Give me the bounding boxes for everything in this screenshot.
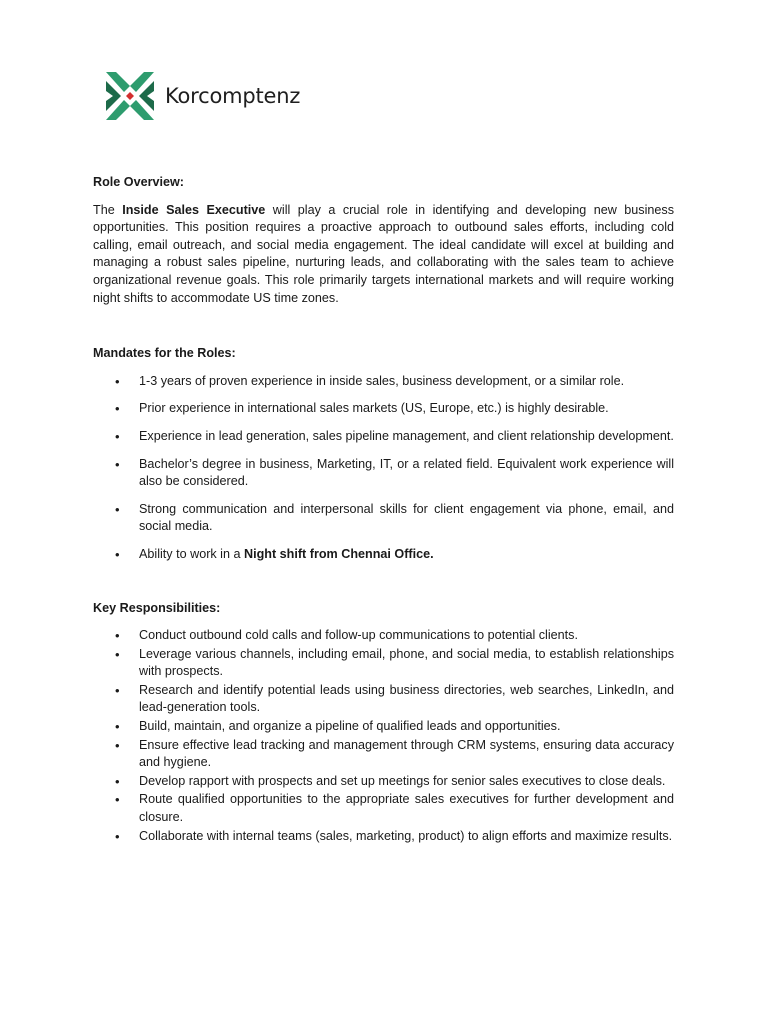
shift-prefix: Ability to work in a: [139, 546, 244, 561]
role-overview-heading: Role Overview:: [93, 175, 184, 189]
list-item: • Bachelor’s degree in business, Marketing, IT, or a related field. Equivalent work experience will also be considered.: [93, 456, 674, 491]
responsibilities-list: [93, 627, 674, 845]
list-item: • Route qualified opportunities to the appropriate sales executives for further development and closure.: [93, 791, 674, 826]
list-item: [93, 546, 674, 564]
job-title: Inside Sales Executive: [122, 202, 266, 217]
list-item: • Research and identify potential leads using business directories, web searches, LinkedIn, and lead-generation tools.: [93, 682, 674, 717]
role-overview-paragraph: [93, 202, 674, 308]
list-item: • Experience in lead generation, sales pipeline management, and client relationship development.: [93, 428, 674, 446]
intro-text: The: [93, 202, 123, 217]
mandates-list: [93, 373, 674, 564]
shift-requirement: Night shift from Chennai Office.: [244, 546, 434, 561]
responsibilities-heading: Key Responsibilities:: [93, 600, 221, 615]
list-item: • Build, maintain, and organize a pipeline of qualified leads and opportunities.: [93, 718, 674, 736]
list-item: • Leverage various channels, including email, phone, and social media, to establish relationships with prospects.: [93, 646, 674, 681]
overview-body: will play a crucial role in identifying and developing new business opportunities. This position requires a proactive approach to outbound sales efforts, including cold calling, email outreach, and social media engagement. The ideal candidate will excel at building and managing a robust sales pipeline, nurturing leads, and collaborating with the sales team to achieve organizational revenue goals. This role primarily targets international markets and will require working night shifts to accommodate US time zones.: [93, 202, 675, 305]
company-logo: [103, 69, 300, 123]
list-item: • Develop rapport with prospects and set up meetings for senior sales executives to close deals.: [93, 773, 674, 791]
list-item: • Prior experience in international sales markets (US, Europe, etc.) is highly desirable.: [93, 400, 674, 418]
company-name: Korcomptenz: [165, 84, 301, 108]
list-item: • Conduct outbound cold calls and follow-up communications to potential clients.: [93, 627, 674, 645]
korcomptenz-logo-icon: [103, 69, 157, 123]
mandates-heading: Mandates for the Roles:: [93, 346, 236, 361]
job-description: [93, 174, 674, 846]
list-item: • 1-3 years of proven experience in inside sales, business development, or a similar role.: [93, 373, 674, 391]
list-item: • Ensure effective lead tracking and management through CRM systems, ensuring data accuracy and hygiene.: [93, 737, 674, 772]
list-item: • Strong communication and interpersonal skills for client engagement via phone, email, and social media.: [93, 501, 674, 536]
list-item: • Collaborate with internal teams (sales, marketing, product) to align efforts and maximize results.: [93, 828, 674, 846]
